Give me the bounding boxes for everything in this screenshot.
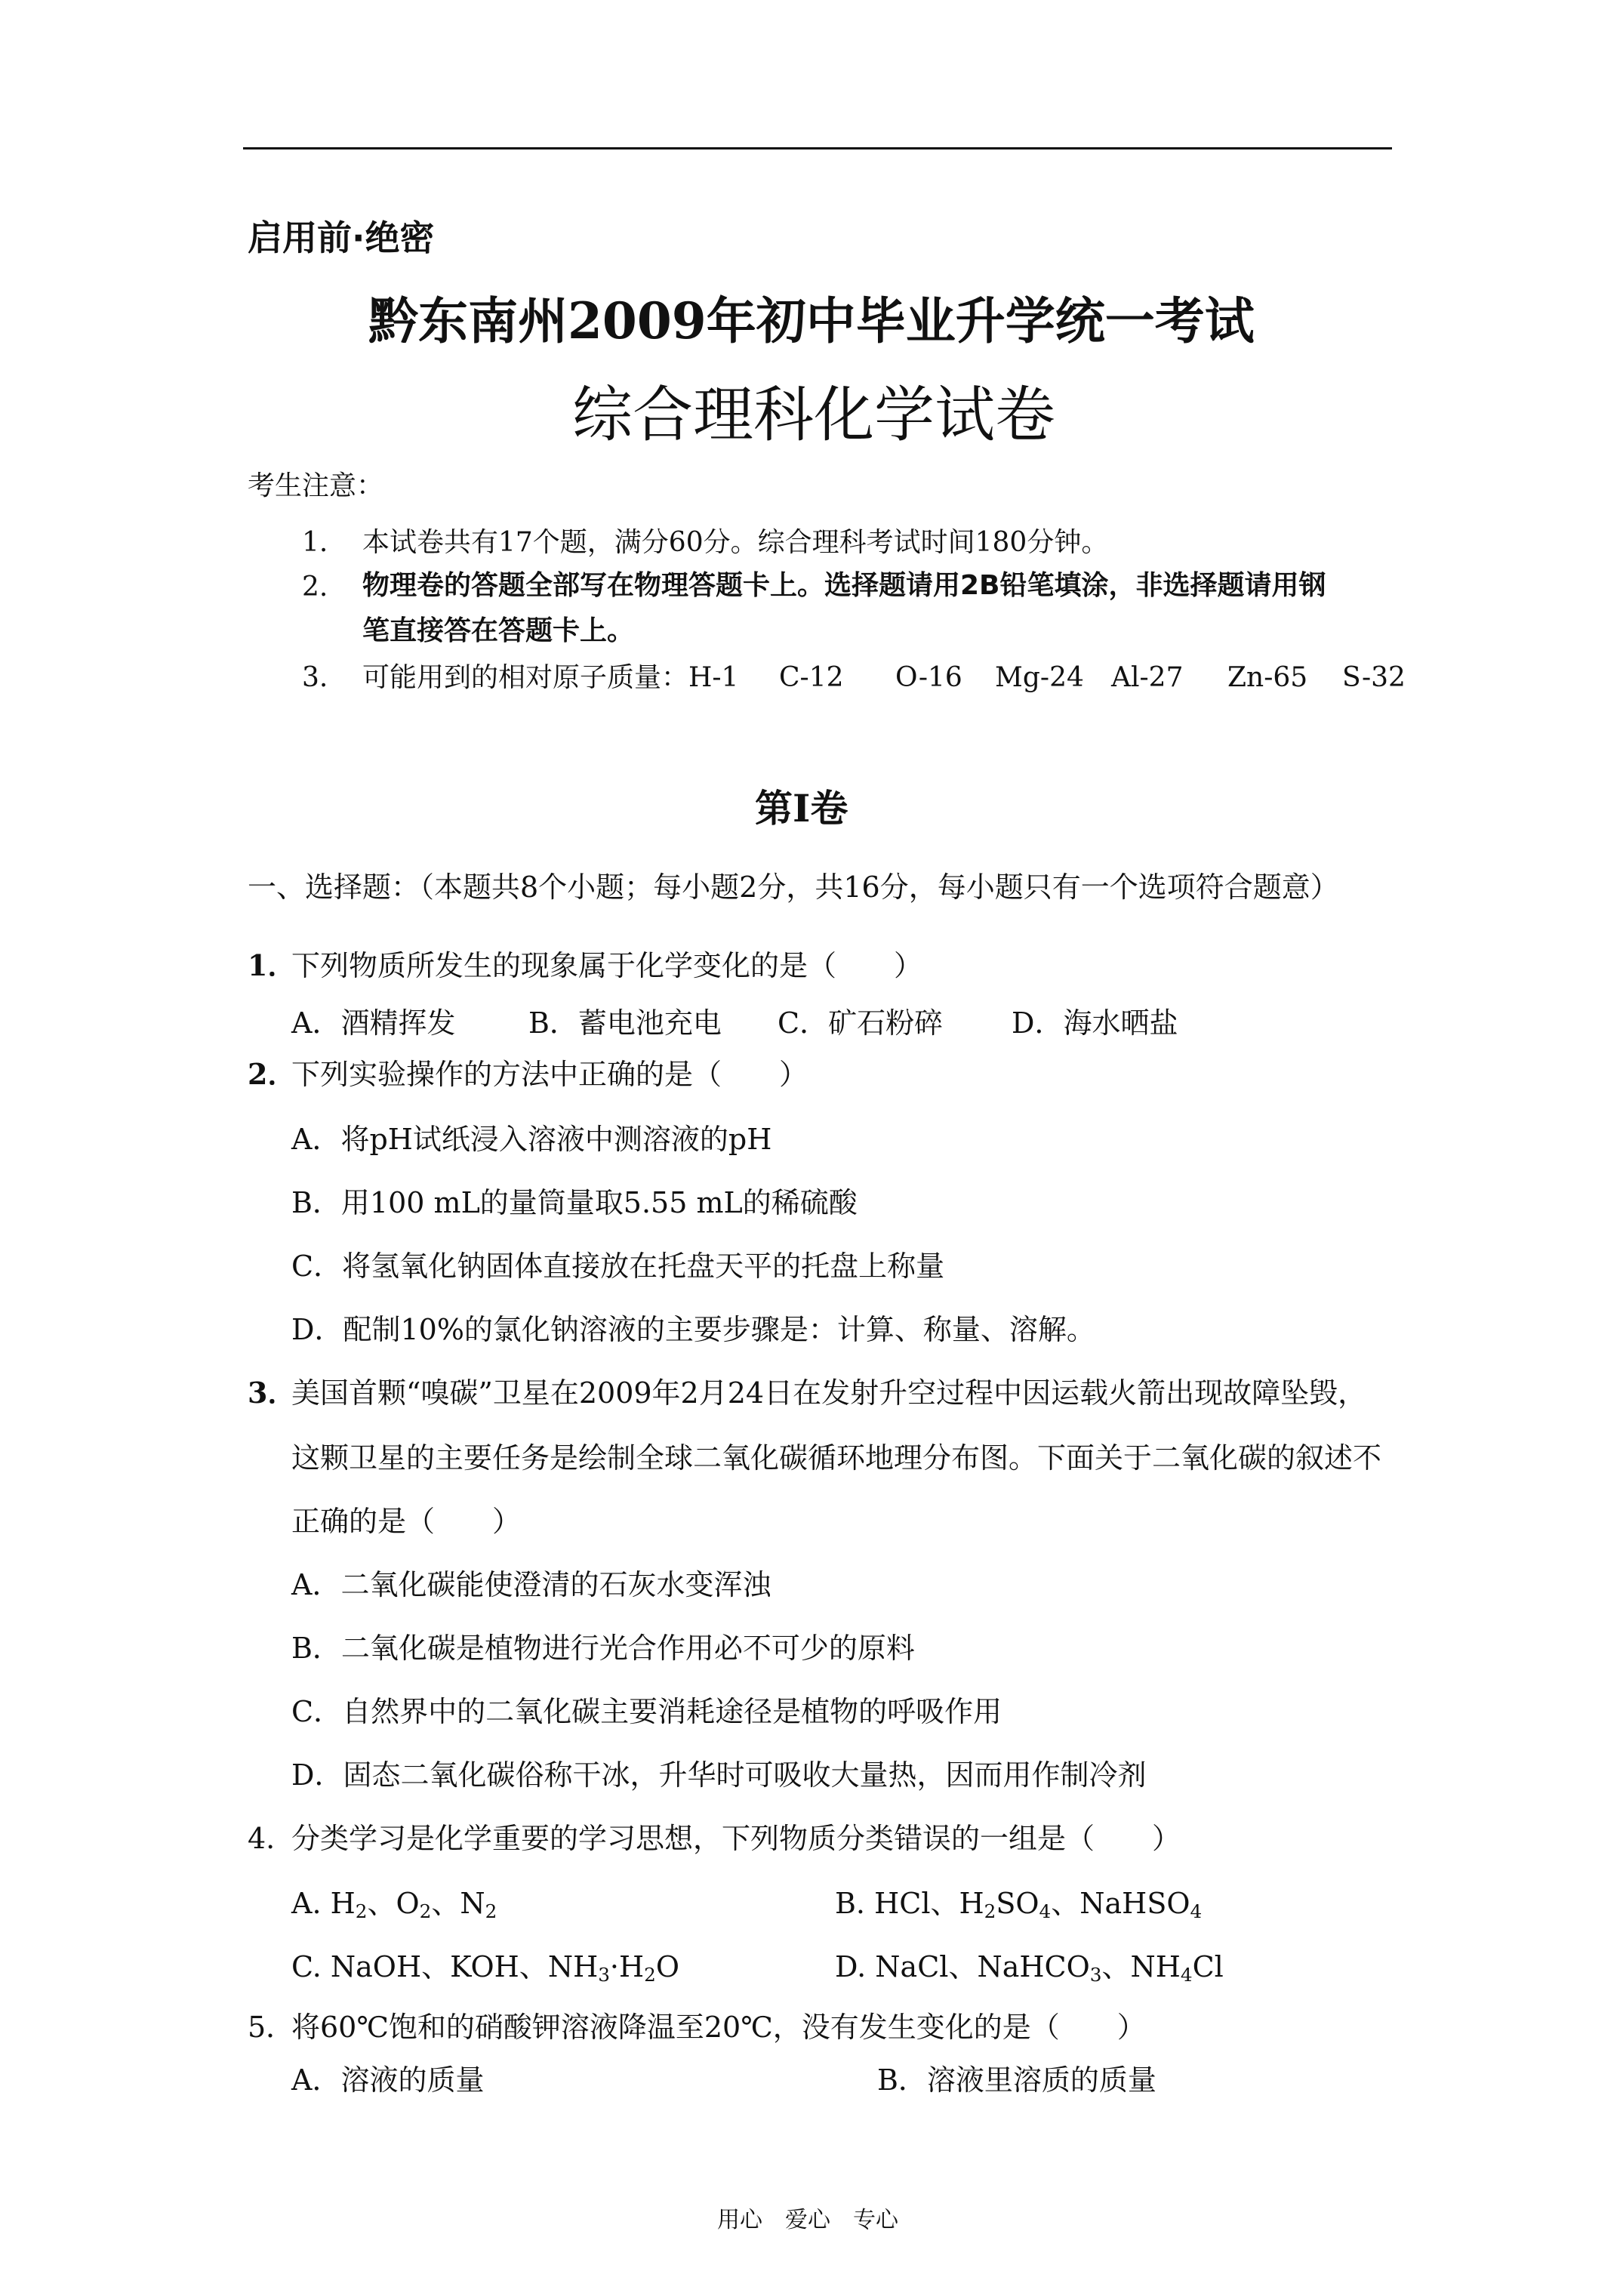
exam-subtitle: 综合理科化学试卷	[572, 380, 1055, 450]
mass-mg: Mg-24	[995, 662, 1084, 693]
notice-item-2-line2: 笔直接答在答题卡上。	[362, 615, 635, 646]
question-3-option-d: D．固态二氧化碳俗称干冰，升华时可吸收大量热，因而用作制冷剂	[291, 1758, 1147, 1792]
question-2-number: 2．	[248, 1057, 297, 1091]
question-2-stem: 下列实验操作的方法中正确的是（ ）	[291, 1058, 808, 1091]
question-5-number: 5．	[248, 2011, 295, 2044]
exam-title: 黔东南州2009年初中毕业升学统一考试	[368, 291, 1255, 350]
notice-item-3: 可能用到的相对原子质量：H-1	[362, 662, 739, 693]
notice-num-2: 2.	[302, 572, 328, 603]
notice-item-1: 本试卷共有17个题，满分60分。综合理科考试时间180分钟。	[362, 527, 1109, 558]
question-1-stem: 下列物质所发生的现象属于化学变化的是（ ）	[291, 949, 923, 982]
notice-num-3: 3.	[302, 662, 328, 693]
question-4-option-d: D. NaCl、NaHCO$_3$、$NH_4Cl$	[835, 1950, 1224, 1986]
question-4-number: 4.	[248, 1822, 276, 1855]
mass-zn: Zn-65	[1227, 662, 1308, 693]
question-3-option-c: C．自然界中的二氧化碳主要消耗途径是植物的呼吸作用	[291, 1695, 1002, 1728]
question-4-option-c: C. NaOH、KOH、$NH_3\cdot H_2O$	[291, 1950, 680, 1986]
question-3-stem-line2: 这颗卫星的主要任务是绘制全球二氧化碳循环地理分布图。下面关于二氧化碳的叙述不	[291, 1441, 1382, 1475]
question-3-stem-line1: 美国首颗“嗅碳”卫星在2009年2月24日在发射升空过程中因运载火箭出现故障坠毁，	[291, 1376, 1367, 1410]
question-1-option-b: B．蓄电池充电	[528, 1006, 722, 1040]
question-4-option-a: A. $H_2$、$O_2$、$N_2$	[291, 1887, 497, 1923]
question-5-option-b: B．溶液里溶质的质量	[877, 2063, 1156, 2097]
question-1-option-a: A．酒精挥发	[291, 1006, 456, 1040]
question-3-option-b: B．二氧化碳是植物进行光合作用必不可少的原料	[291, 1632, 915, 1665]
question-5-option-a: A．溶液的质量	[291, 2063, 485, 2097]
question-2-option-d: D．配制10%的氯化钠溶液的主要步骤是：计算、称量、溶解。	[291, 1313, 1095, 1346]
section-heading: 一、选择题：（本题共8个小题；每小题2分，共16分，每小题只有一个选项符合题意）	[248, 871, 1339, 904]
notice-item-2-line1: 物理卷的答题全部写在物理答题卡上。选择题请用2B铅笔填涂，非选择题请用钢	[362, 570, 1326, 601]
notice-num-1: 1.	[302, 527, 328, 558]
question-2-option-a: A．将pH试纸浸入溶液中测溶液的pH	[291, 1123, 772, 1156]
question-3-stem-line3: 正确的是（ ）	[291, 1505, 522, 1538]
question-1-option-c: C．矿石粉碎	[778, 1006, 944, 1040]
question-1-number: 1．	[248, 948, 297, 982]
page-footer: 用心 爱心 专心	[717, 2207, 898, 2233]
mass-s: S-32	[1342, 662, 1406, 693]
part-heading: 第Ⅰ卷	[755, 786, 848, 831]
question-4-option-b: B. HCl、$H_2SO_4$、NaHSO$_4$	[835, 1887, 1203, 1923]
header-rule	[243, 147, 1392, 149]
question-2-option-c: C．将氢氧化钠固体直接放在托盘天平的托盘上称量	[291, 1250, 945, 1283]
secret-label: 启用前·绝密	[248, 217, 435, 258]
question-3-option-a: A．二氧化碳能使澄清的石灰水变浑浊	[291, 1568, 771, 1601]
notice-heading: 考生注意：	[248, 470, 384, 501]
mass-al: Al-27	[1111, 662, 1184, 693]
question-2-option-b: B．用100 mL的量筒量取5.55 mL的稀硫酸	[291, 1186, 858, 1219]
mass-o: O-16	[895, 662, 962, 693]
mass-c: C-12	[779, 662, 844, 693]
question-4-stem: 分类学习是化学重要的学习思想，下列物质分类错误的一组是（ ）	[291, 1822, 1181, 1855]
question-1-option-d: D．海水晒盐	[1012, 1006, 1178, 1040]
question-3-number: 3．	[248, 1376, 297, 1410]
question-5-stem: 将60℃饱和的硝酸钾溶液降温至20℃，没有发生变化的是（ ）	[291, 2011, 1146, 2044]
